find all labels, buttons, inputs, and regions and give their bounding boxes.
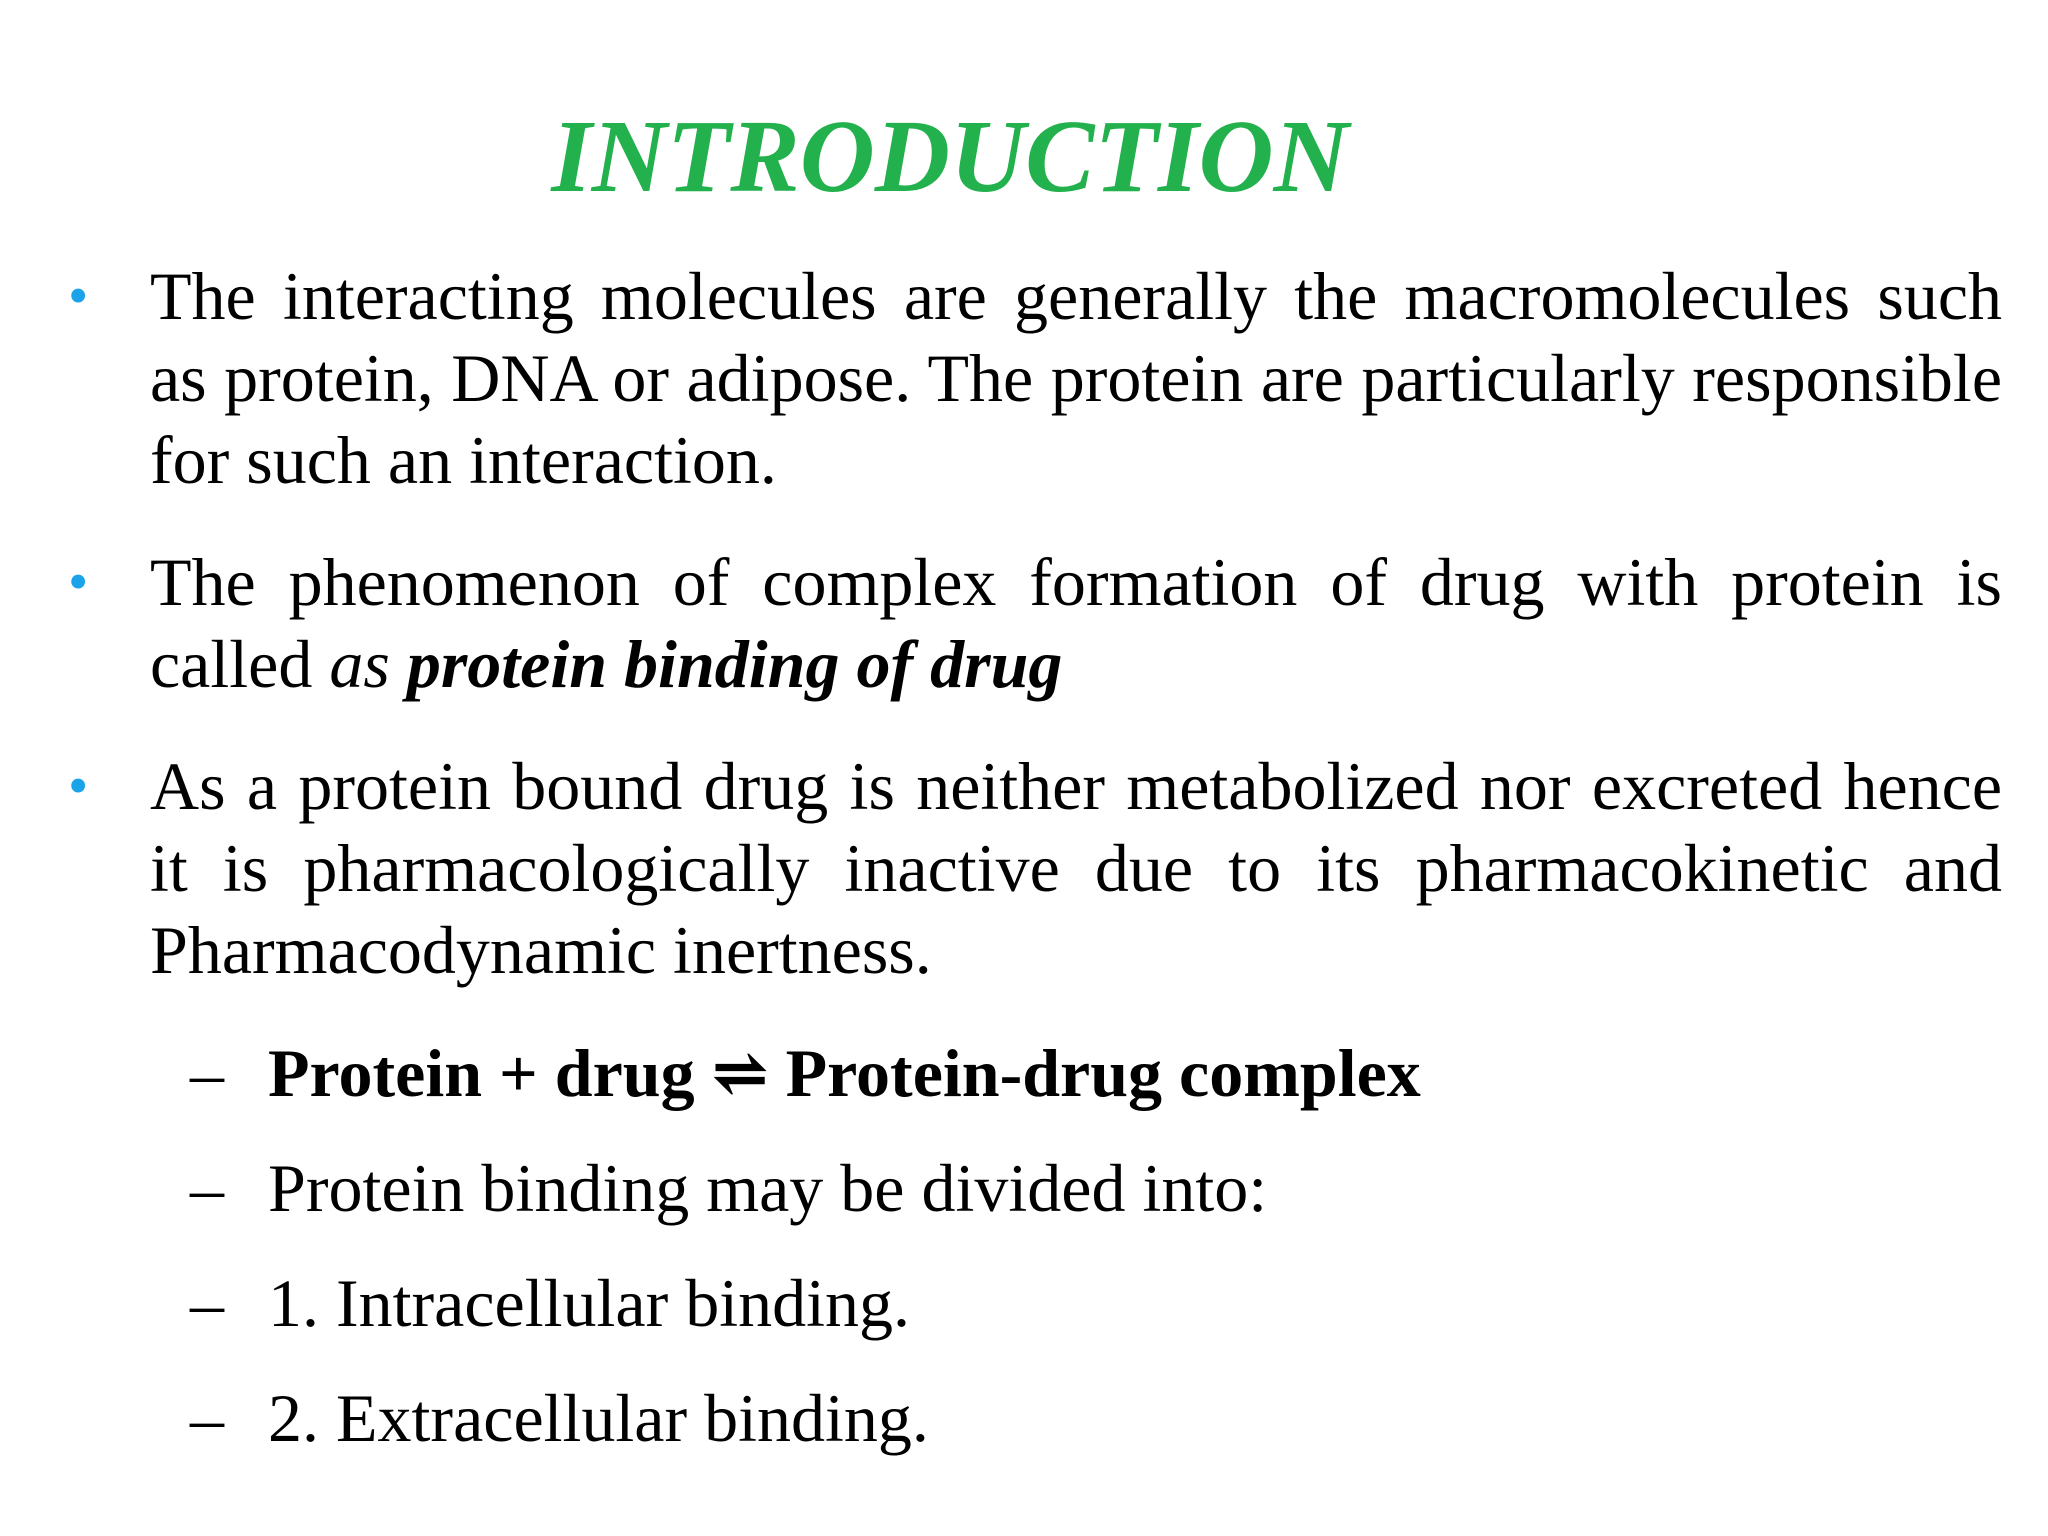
equation-text: Protein + drug ⇌ Protein-drug complex [268, 1035, 1421, 1111]
dash-icon: – [190, 1380, 224, 1456]
bullet-list [0, 255, 2048, 1031]
bullet-text: As a protein bound drug is neither metabolized nor excreted hence it is pharmacologically inactive due to its pharmacokinetic and Pharmacodynamic inertness. [150, 748, 2002, 988]
bullet-text: The interacting molecules are generally the macromolecules such as protein, DNA or adipose. The protein are particularly responsible for such an interaction. [150, 258, 2002, 498]
bullet-icon: • [68, 753, 89, 818]
bullet-text-italic: as [329, 626, 407, 702]
sub-item [190, 1032, 2048, 1114]
bullet-text-emphasis: protein binding of drug [406, 626, 1063, 702]
bullet-item [68, 255, 2002, 501]
bullet-item [68, 541, 2002, 705]
sub-item [190, 1262, 2048, 1344]
dash-icon: – [190, 1265, 224, 1341]
sub-item-text: 2. Extracellular binding. [268, 1380, 929, 1456]
dash-icon: – [190, 1150, 224, 1226]
sub-item-text: Protein binding may be divided into: [268, 1150, 1268, 1226]
bullet-icon: • [68, 549, 89, 614]
sub-item-text: 1. Intracellular binding. [268, 1265, 911, 1341]
sub-item [190, 1147, 2048, 1229]
bullet-item [68, 745, 2002, 991]
dash-icon: – [190, 1035, 224, 1111]
slide-title: INTRODUCTION [551, 99, 1349, 214]
sub-item [190, 1377, 2048, 1459]
bullet-icon: • [68, 263, 89, 328]
bullet-text: The phenomenon of complex formation of drug with protein is called [150, 544, 2002, 702]
sub-list [0, 1032, 2048, 1492]
